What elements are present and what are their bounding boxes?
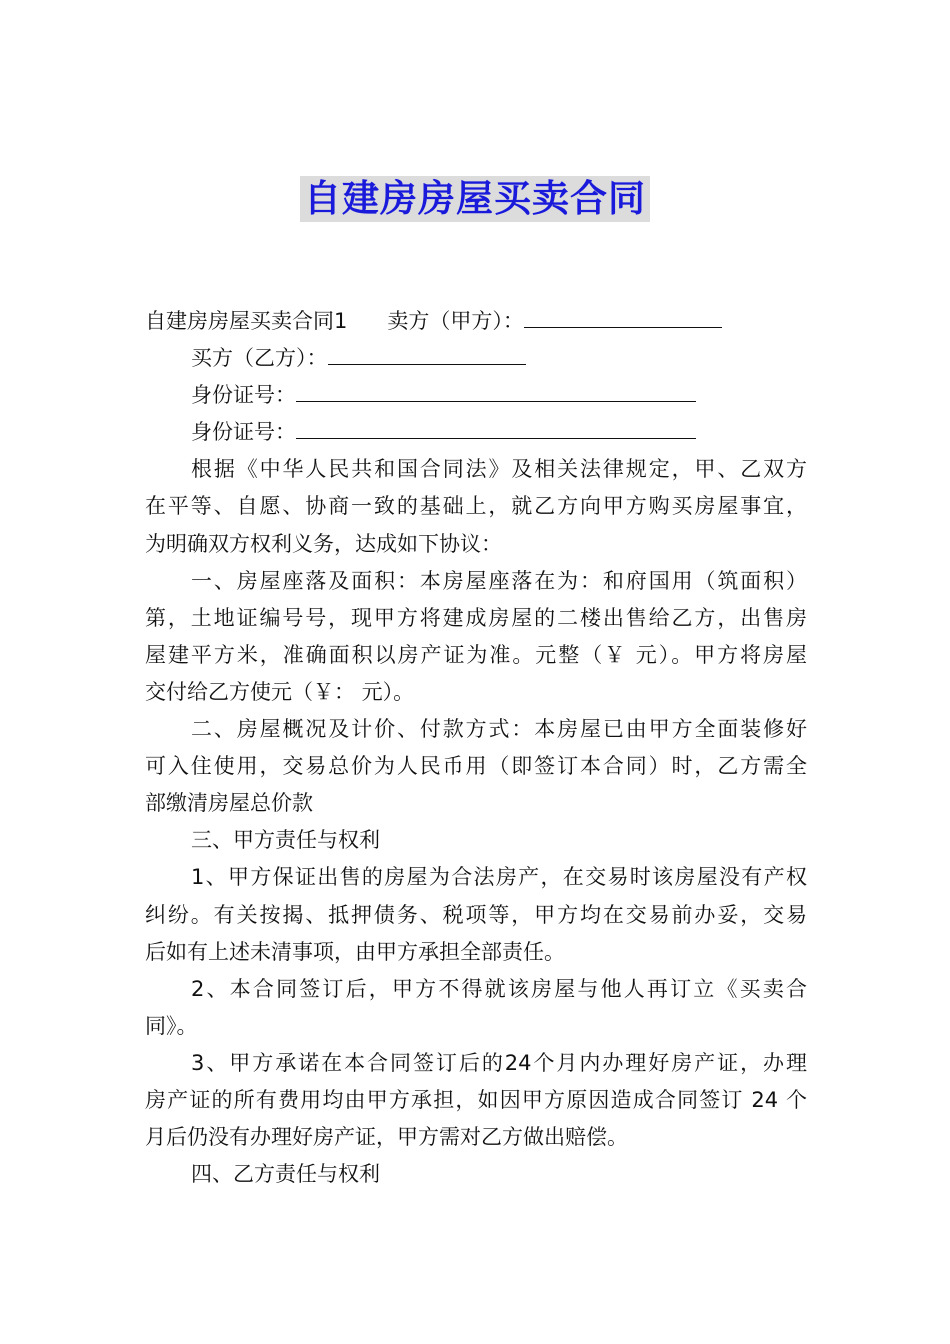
paragraph-line: 在平等、自愿、协商一致的基础上，就乙方向甲方购买房屋事宜， xyxy=(145,494,807,519)
id-line-1 xyxy=(145,377,807,414)
document-body xyxy=(145,303,807,1193)
paragraph-line: 交付给乙方使元（￥： 元）。 xyxy=(145,679,415,704)
id-blank-2 xyxy=(296,416,696,439)
paragraph-line: 月后仍没有办理好房产证，甲方需对乙方做出赔偿。 xyxy=(145,1125,628,1150)
paragraph-line: 第，土地证编号号，现甲方将建成房屋的二楼出售给乙方，出售房 xyxy=(145,605,807,630)
id-label-1: 身份证号： xyxy=(191,383,296,408)
section-heading: 三、甲方责任与权利 xyxy=(191,828,380,853)
id-blank-1 xyxy=(296,379,696,402)
paragraph-line: 一、房屋座落及面积：本房屋座落在为：和府国用（筑面积） xyxy=(191,568,807,593)
seller-label: 卖方（甲方）： xyxy=(387,309,524,333)
paragraph-line: 纠纷。有关按揭、抵押债务、税项等，甲方均在交易前办妥，交易 xyxy=(145,902,807,927)
paragraph-line: 二、房屋概况及计价、付款方式：本房屋已由甲方全面装修好 xyxy=(191,717,807,742)
buyer-blank xyxy=(328,342,526,365)
paragraph-line: 房产证的所有费用均由甲方承担，如因甲方原因造成合同签订 24 个 xyxy=(145,1087,807,1112)
buyer-line xyxy=(145,340,807,377)
paragraph-line: 部缴清房屋总价款 xyxy=(145,791,313,816)
id-label-2: 身份证号： xyxy=(191,420,296,445)
section-heading: 四、乙方责任与权利 xyxy=(191,1162,380,1187)
paragraph-line: 1、甲方保证出售的房屋为合法房产，在交易时该房屋没有产权 xyxy=(191,865,807,890)
document-title: 自建房房屋买卖合同 xyxy=(300,176,650,222)
paragraph-line: 3、甲方承诺在本合同签订后的24个月内办理好房产证，办理 xyxy=(191,1050,807,1075)
paragraph-line: 后如有上述未清事项，由甲方承担全部责任。 xyxy=(145,939,565,964)
paragraph-line: 2、本合同签订后，甲方不得就该房屋与他人再订立《买卖合 xyxy=(191,976,807,1001)
paragraph-line: 为明确双方权利义务，达成如下协议： xyxy=(145,531,502,556)
id-line-2 xyxy=(145,414,807,451)
seller-blank xyxy=(524,305,722,328)
paragraph-line: 可入住使用，交易总价为人民币用（即签订本合同）时，乙方需全 xyxy=(145,754,807,779)
paragraph-line: 屋建平方米，准确面积以房产证为准。元整（￥ 元）。甲方将房屋 xyxy=(145,642,807,667)
paragraph-line: 根据《中华人民共和国合同法》及相关法律规定，甲、乙双方 xyxy=(191,457,807,482)
paragraph-line: 同》。 xyxy=(145,1013,198,1038)
doc-label: 自建房房屋买卖合同1 xyxy=(145,309,348,333)
buyer-label: 买方（乙方）： xyxy=(191,346,328,371)
title-container xyxy=(0,176,950,222)
header-line xyxy=(145,303,807,340)
